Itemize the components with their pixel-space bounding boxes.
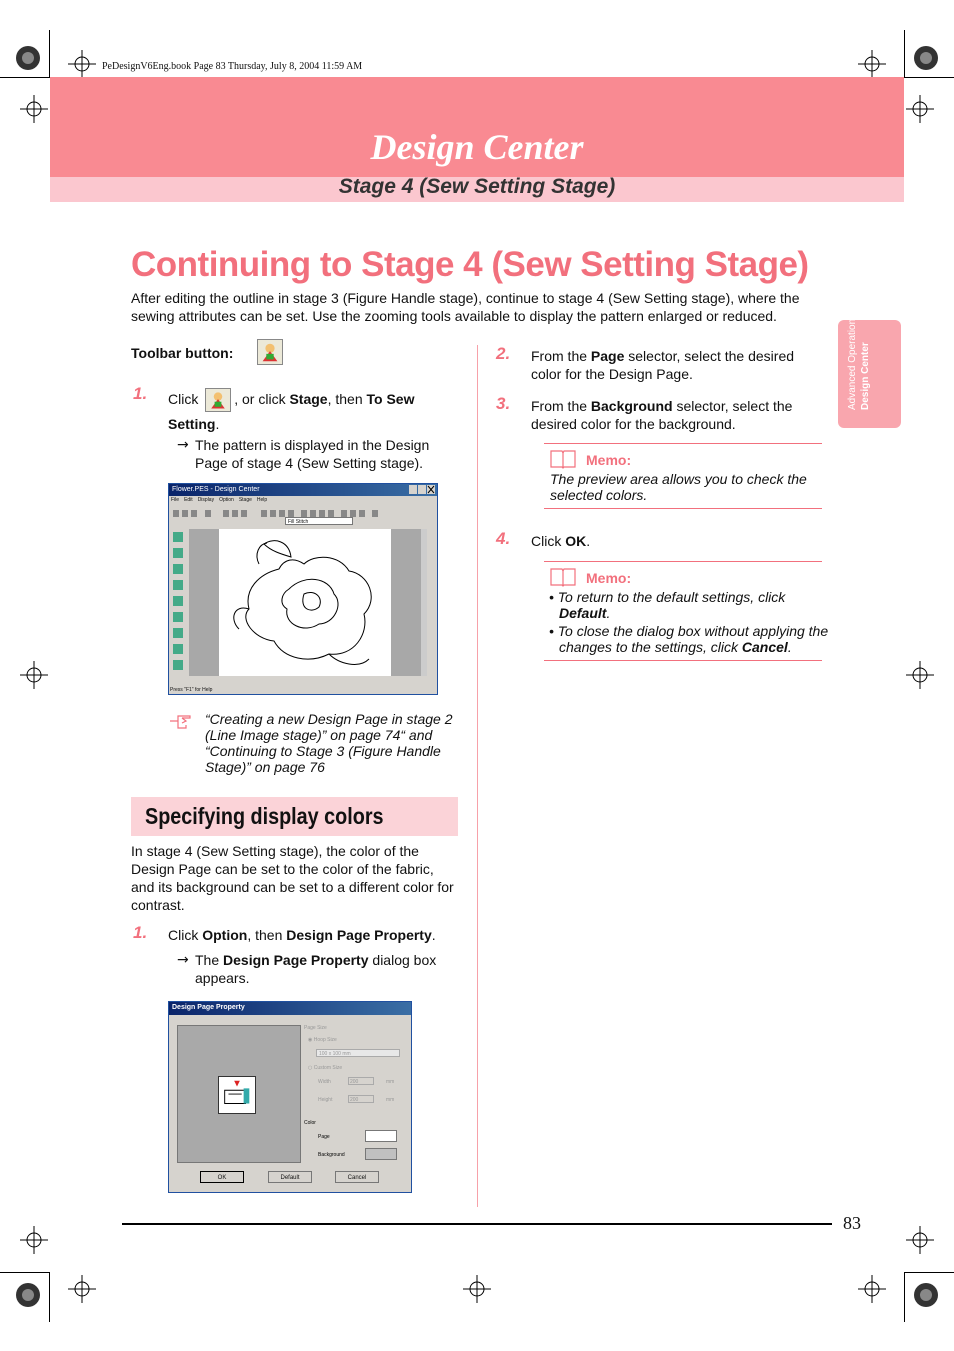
- crosshair-icon: [68, 50, 96, 78]
- crop-mark: [49, 30, 50, 77]
- reference-note: “Creating a new Design Page in stage 2 (Line Image stage)” on page 74“ and “Continuing to Stage 3 (Figure Handle Stage)” on page 76: [205, 711, 453, 775]
- status-bar: Press "F1" for Help: [170, 687, 213, 693]
- vertical-scrollbar[interactable]: [421, 529, 427, 676]
- step-2-text: From the Page selector, select the desired color for the Design Page.: [531, 348, 795, 382]
- step-number: 1.: [133, 923, 148, 942]
- registration-mark-icon: [14, 1281, 42, 1309]
- height-field[interactable]: 200: [348, 1095, 374, 1103]
- memo-heading: Memo:: [586, 452, 632, 468]
- window-menubar: File Edit Display Option Stage Help: [171, 497, 268, 503]
- page-size-group: Page Size ◉ Hoop Size 100 x 100 mm ○ Custom Size Width 200 mm Height 200 mm: [302, 1025, 408, 1111]
- memo-bottom-rule: [544, 660, 822, 661]
- side-tab-label: Advanced Operation Design Center: [847, 318, 871, 410]
- crosshair-icon: [463, 1275, 491, 1303]
- page-title: Continuing to Stage 4 (Sew Setting Stage): [131, 245, 809, 284]
- tool-palette: [171, 529, 185, 674]
- memo-top-rule: [544, 561, 822, 562]
- cancel-button[interactable]: Cancel: [335, 1171, 379, 1183]
- step-number: 4.: [496, 529, 511, 548]
- crop-mark: [49, 1272, 50, 1322]
- crosshair-icon: [906, 95, 934, 123]
- hoop-size-radio[interactable]: ◉ Hoop Size: [308, 1037, 337, 1043]
- page-color-select[interactable]: [365, 1130, 397, 1142]
- width-field[interactable]: 200: [348, 1077, 374, 1085]
- footer-rule: [122, 1223, 832, 1225]
- arrow-icon: →: [177, 952, 189, 968]
- crop-mark: [0, 77, 50, 78]
- stitch-type-dropdown[interactable]: Fill Stitch: [285, 517, 353, 525]
- page-number: 83: [843, 1213, 861, 1233]
- ok-button[interactable]: OK: [200, 1171, 244, 1183]
- memo-heading: Memo:: [586, 570, 632, 586]
- memo-bottom-rule: [544, 508, 822, 509]
- crosshair-icon: [858, 50, 886, 78]
- section-body: In stage 4 (Sew Setting stage), the color of the Design Page can be set to the color of the fabric, and its background can be set to a different color for contrast.: [131, 843, 454, 913]
- design-center-screenshot: [168, 483, 438, 695]
- sewing-machine-icon: [218, 1076, 256, 1114]
- crop-mark: [904, 30, 905, 77]
- registration-mark-icon: [912, 1281, 940, 1309]
- width-label: Width: [318, 1079, 331, 1085]
- section-step-1: Click Option, then Design Page Property.: [168, 927, 436, 943]
- step-1-text: Click , or click Stage, then To Sew Setting.: [168, 387, 458, 437]
- arrow-icon: →: [177, 437, 189, 453]
- crosshair-icon: [858, 1275, 886, 1303]
- crosshair-icon: [68, 1275, 96, 1303]
- background-color-select[interactable]: [365, 1148, 397, 1160]
- sew-setting-inline-icon: [205, 388, 231, 412]
- rose-outline-image: [219, 529, 391, 676]
- default-button[interactable]: Default: [268, 1171, 312, 1183]
- intro-paragraph: After editing the outline in stage 3 (Figure Handle stage), continue to stage 4 (Sew Setting stage), where the sewing attributes can be set. Use the zooming tools available to display the pattern enlarged or reduced.: [131, 290, 800, 324]
- section-step-1-result: The Design Page Property dialog box appears.: [195, 952, 437, 986]
- step-4-text: Click OK.: [531, 533, 591, 549]
- toolbar-label: Toolbar button:: [131, 345, 234, 361]
- design-page-property-dialog: [168, 1001, 412, 1193]
- chapter-title: Design Center: [370, 127, 584, 167]
- registration-mark-icon: [912, 44, 940, 72]
- crop-mark: [904, 1272, 954, 1273]
- window-titlebar: Flower.PES - Design Center: [169, 484, 437, 496]
- memo-bullet-2: • To close the dialog box without applying the changes to the settings, click Cancel.: [549, 623, 829, 655]
- crosshair-icon: [906, 661, 934, 689]
- height-label: Height: [318, 1097, 333, 1103]
- custom-size-radio[interactable]: ○ Custom Size: [308, 1065, 343, 1071]
- step-number: 3.: [496, 394, 511, 413]
- design-page-area: [189, 529, 427, 676]
- section-title: Specifying display colors: [145, 803, 384, 829]
- file-info: PeDesignV6Eng.book Page 83 Thursday, July 8, 2004 11:59 AM: [102, 61, 363, 72]
- window-controls-icon: [409, 485, 435, 495]
- memo-top-rule: [544, 443, 822, 444]
- step-number: 2.: [496, 344, 511, 363]
- crop-mark: [904, 77, 954, 78]
- memo-body: The preview area allows you to check the selected colors.: [550, 471, 807, 503]
- step-3-text: From the Background selector, select the desired color for the background.: [531, 398, 793, 432]
- column-divider: [477, 345, 478, 1207]
- window-toolbar: [171, 505, 431, 514]
- memo-bullet-1: • To return to the default settings, click Default.: [549, 589, 786, 621]
- color-group: Color Page Background: [302, 1118, 408, 1166]
- step-number: 1.: [133, 384, 148, 403]
- hoop-size-select[interactable]: 100 x 100 mm: [316, 1049, 400, 1057]
- step-1-result: The pattern is displayed in the Design Page of stage 4 (Sew Setting stage).: [195, 437, 430, 471]
- crop-mark: [904, 1272, 905, 1322]
- crop-mark: [0, 1272, 50, 1273]
- crosshair-icon: [906, 1226, 934, 1254]
- memo-book-icon: [550, 449, 576, 469]
- crosshair-icon: [20, 661, 48, 689]
- sew-setting-toolbar-icon: [257, 339, 283, 365]
- design-page: [219, 529, 391, 676]
- crosshair-icon: [20, 1226, 48, 1254]
- crosshair-icon: [20, 95, 48, 123]
- registration-mark-icon: [14, 44, 42, 72]
- memo-book-icon: [550, 567, 576, 587]
- reference-hand-icon: [168, 712, 192, 730]
- dialog-titlebar: Design Page Property: [169, 1002, 411, 1015]
- chapter-subtitle: Stage 4 (Sew Setting Stage): [338, 175, 616, 198]
- dialog-preview: [177, 1025, 301, 1163]
